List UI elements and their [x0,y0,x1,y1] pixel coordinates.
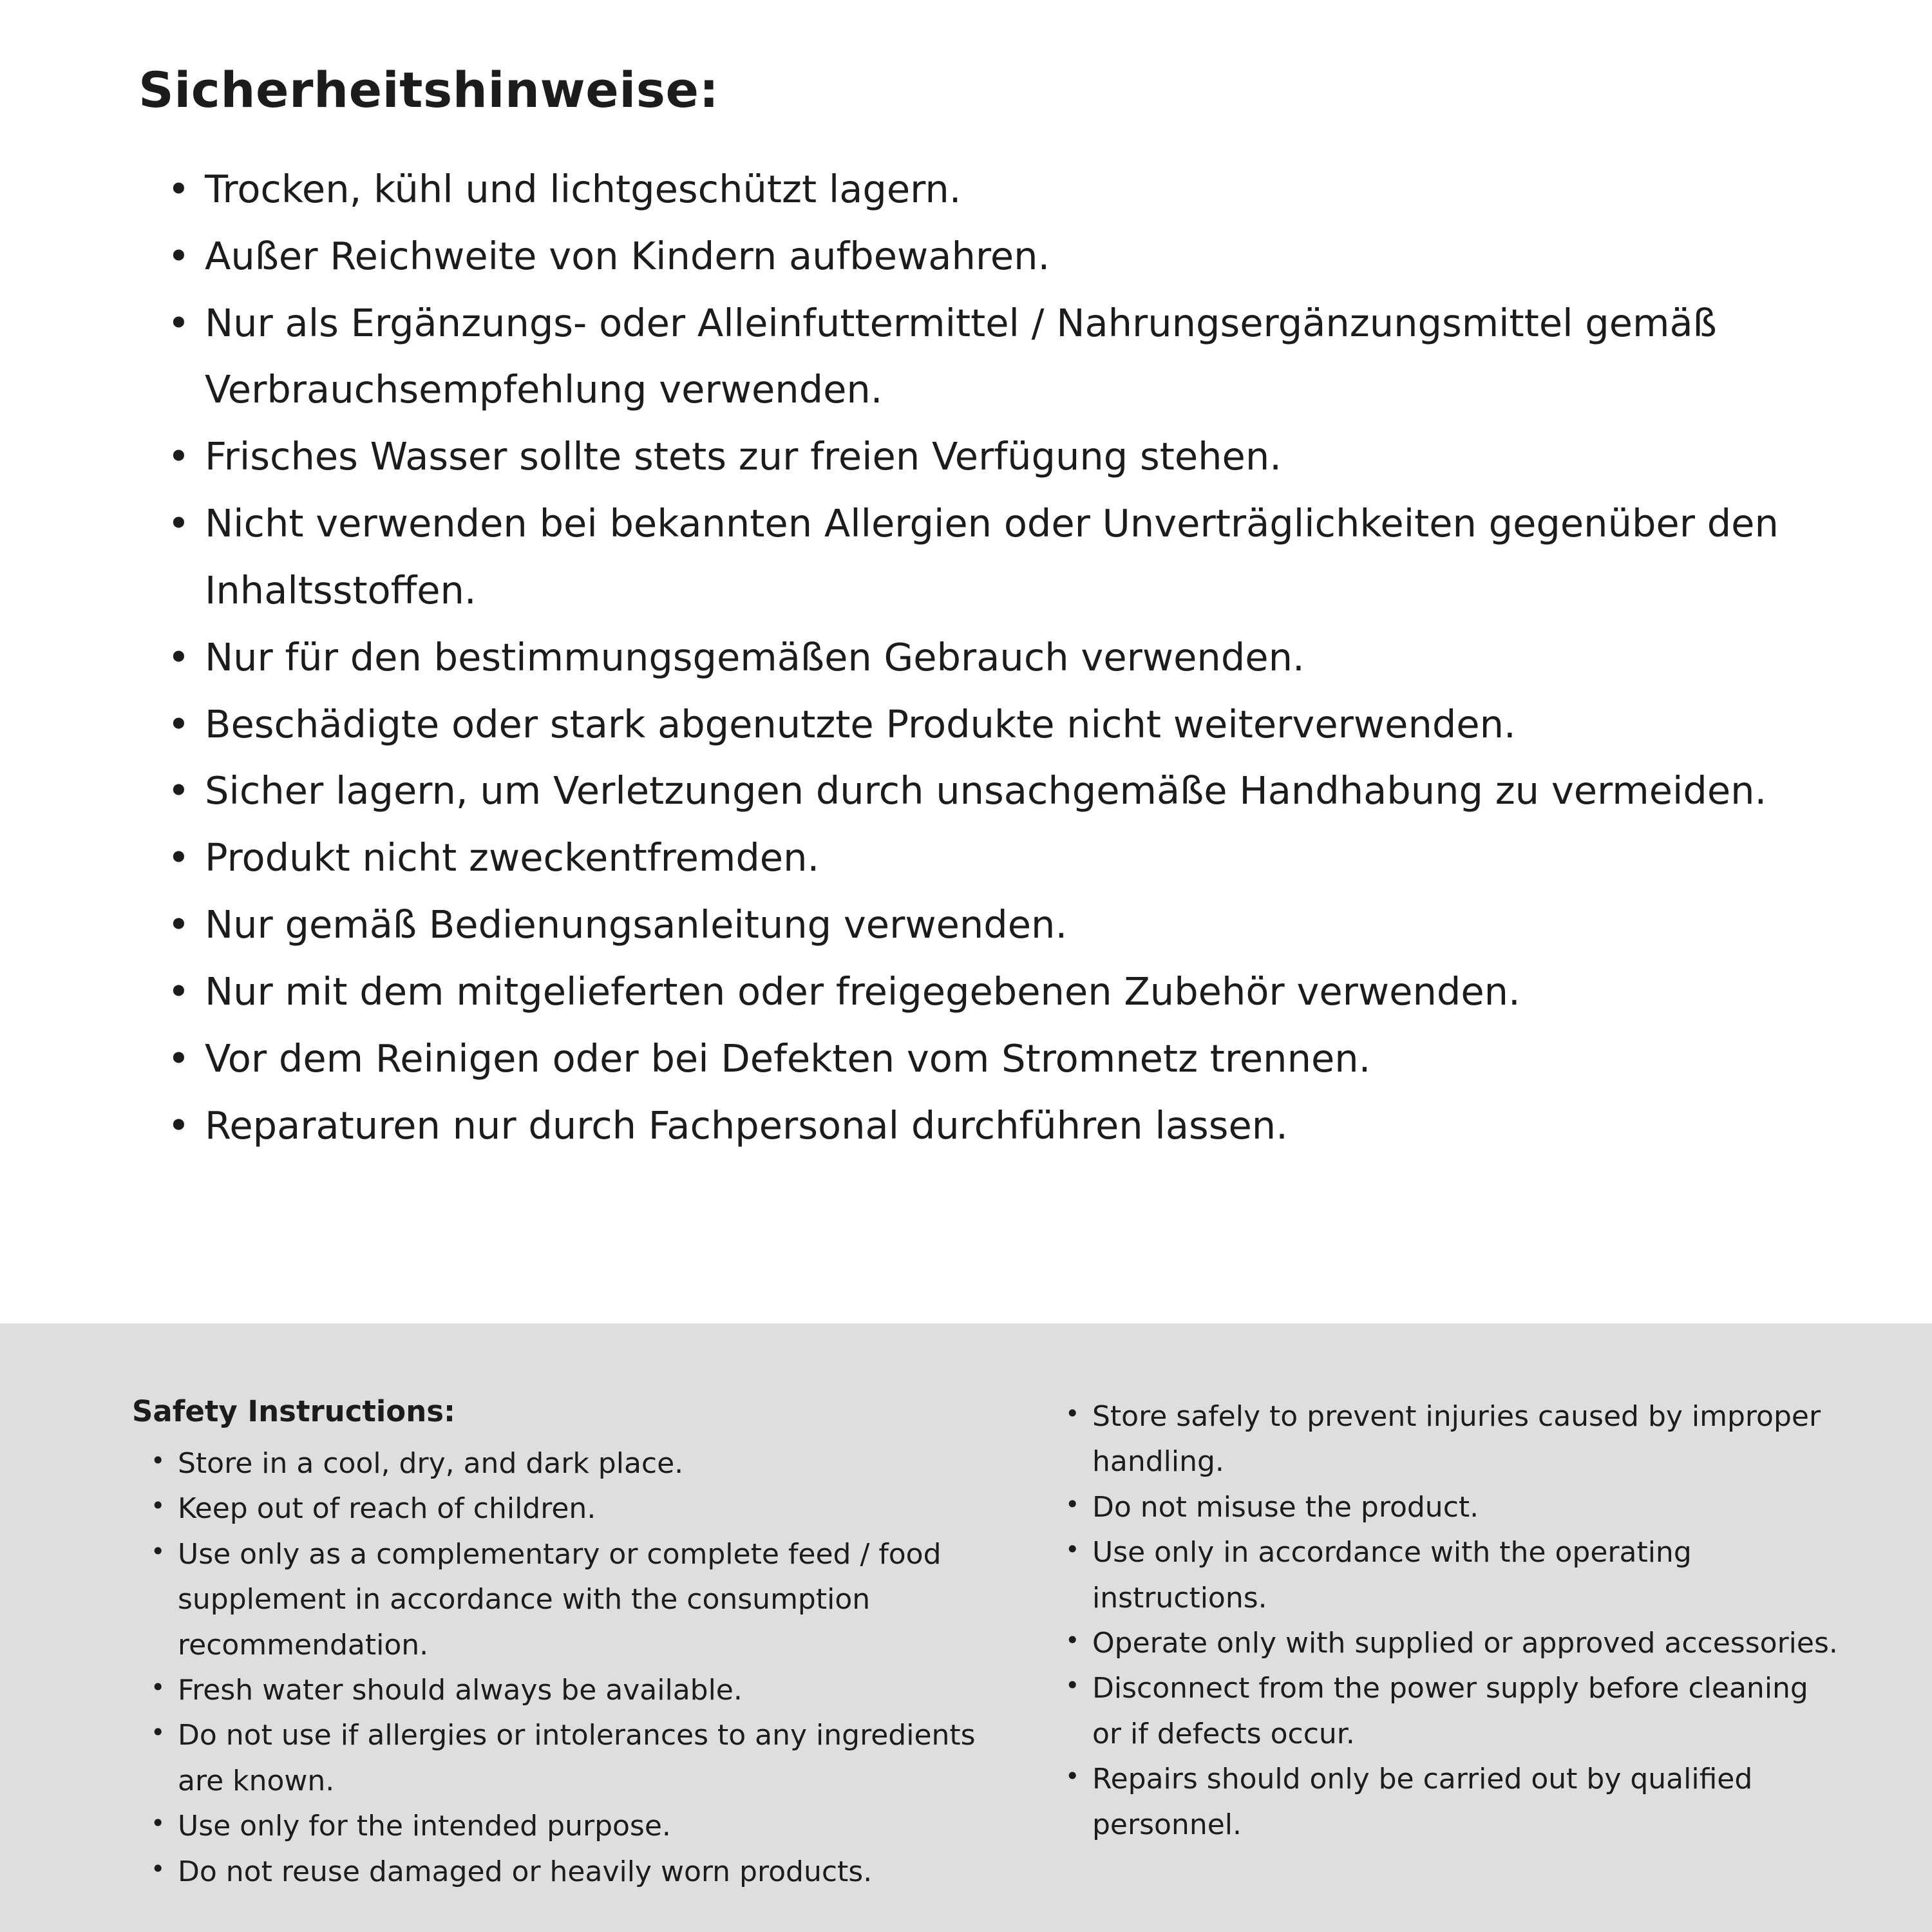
german-bullet-item: • Reparaturen nur durch Fachpersonal durchführen lassen. [167,1092,1829,1159]
english-bullet-item: • Store in a cool, dry, and dark place. [148,1441,1027,1486]
english-bullet-item: • Store safely to prevent injuries caused by improper handling. [1063,1394,1839,1485]
english-bullet-item: • Operate only with supplied or approved accessories. [1063,1621,1839,1666]
english-heading: Safety Instructions: [132,1394,456,1428]
english-bullet-item: • Use only as a complementary or complete feed / food supplement in accordance with the consumption recommendation. [148,1532,1027,1668]
german-bullet-item: • Sicher lagern, um Verletzungen durch unsachgemäße Handhabung zu vermeiden. [167,757,1829,824]
german-bullet-item: • Frisches Wasser sollte stets zur freien Verfügung stehen. [167,423,1829,490]
english-section [0,1323,1932,1932]
german-bullet-item: • Außer Reichweite von Kindern aufbewahren. [167,223,1829,290]
english-left-column [132,1394,1027,1895]
english-bullet-item: • Keep out of reach of children. [148,1486,1027,1531]
english-right-bullet-list [1063,1394,1839,1848]
german-bullet-item: • Trocken, kühl und lichtgeschützt lagern. [167,156,1829,223]
german-bullet-list [138,156,1829,1159]
german-bullet-item: • Nur gemäß Bedienungsanleitung verwenden. [167,891,1829,958]
english-bullet-item: • Do not reuse damaged or heavily worn products. [148,1850,1027,1895]
english-bullet-item: • Do not use if allergies or intolerances to any ingredients are known. [148,1713,1027,1804]
english-bullet-item: • Use only for the intended purpose. [148,1804,1027,1849]
german-bullet-item: • Beschädigte oder stark abgenutzte Produkte nicht weiterverwenden. [167,691,1829,758]
english-left-bullet-list [148,1441,1027,1895]
german-bullet-item: • Produkt nicht zweckentfremden. [167,824,1829,891]
german-bullet-item: • Nur für den bestimmungsgemäßen Gebrauch verwenden. [167,624,1829,691]
german-bullet-item: • Vor dem Reinigen oder bei Defekten vom Stromnetz trennen. [167,1025,1829,1092]
english-bullet-item: • Fresh water should always be available. [148,1668,1027,1713]
english-bullet-item: • Do not misuse the product. [1063,1485,1839,1530]
german-heading: Sicherheitshinweise: [138,61,719,118]
english-bullet-item: • Use only in accordance with the operating instructions. [1063,1530,1839,1621]
german-bullet-item: • Nicht verwenden bei bekannten Allergien oder Unverträglichkeiten gegenüber den Inhaltsstoffen. [167,490,1829,624]
german-bullet-item: • Nur mit dem mitgelieferten oder freigegebenen Zubehör verwenden. [167,958,1829,1025]
english-bullet-item: • Repairs should only be carried out by qualified personnel. [1063,1757,1839,1848]
english-bullet-item: • Disconnect from the power supply before cleaning or if defects occur. [1063,1666,1839,1757]
german-bullet-item: • Nur als Ergänzungs- oder Alleinfuttermittel / Nahrungsergänzungsmittel gemäß Verbrauchsempfehlung verwenden. [167,290,1829,424]
english-right-column [1046,1394,1839,1848]
